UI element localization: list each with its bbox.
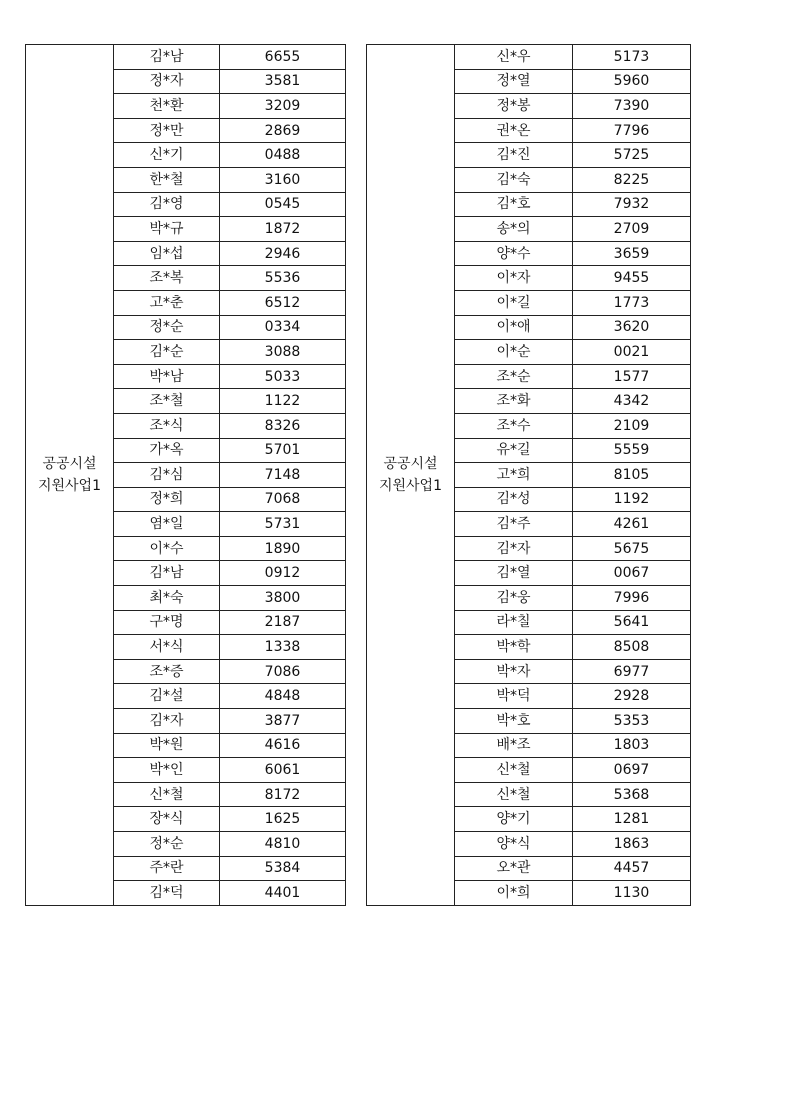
masked-name-cell: 박*원 — [114, 733, 220, 758]
masked-name-cell: 유*길 — [455, 438, 573, 463]
masked-name-cell: 박*호 — [455, 709, 573, 734]
masked-name-cell: 신*철 — [114, 782, 220, 807]
masked-name-cell: 정*만 — [114, 118, 220, 143]
id-code-cell: 5033 — [220, 364, 346, 389]
masked-name-cell: 이*애 — [455, 315, 573, 340]
masked-name-cell: 천*환 — [114, 94, 220, 119]
masked-name-cell: 고*춘 — [114, 290, 220, 315]
table-row — [367, 45, 691, 70]
id-code-cell: 1803 — [573, 733, 691, 758]
id-code-cell: 7932 — [573, 192, 691, 217]
program-name-cell — [26, 45, 114, 906]
masked-name-cell: 가*옥 — [114, 438, 220, 463]
id-code-cell: 8326 — [220, 413, 346, 438]
id-code-cell: 5368 — [573, 782, 691, 807]
left-roster-body — [26, 45, 346, 906]
masked-name-cell: 정*열 — [455, 69, 573, 94]
id-code-cell: 4810 — [220, 832, 346, 857]
masked-name-cell: 정*희 — [114, 487, 220, 512]
id-code-cell: 5725 — [573, 143, 691, 168]
id-code-cell: 2928 — [573, 684, 691, 709]
id-code-cell: 2869 — [220, 118, 346, 143]
id-code-cell: 5960 — [573, 69, 691, 94]
id-code-cell: 0912 — [220, 561, 346, 586]
id-code-cell: 2709 — [573, 217, 691, 242]
masked-name-cell: 서*식 — [114, 635, 220, 660]
masked-name-cell: 김*자 — [114, 709, 220, 734]
id-code-cell: 3209 — [220, 94, 346, 119]
id-code-cell: 3800 — [220, 586, 346, 611]
masked-name-cell: 구*명 — [114, 610, 220, 635]
id-code-cell: 8172 — [220, 782, 346, 807]
id-code-cell: 8508 — [573, 635, 691, 660]
masked-name-cell: 신*철 — [455, 782, 573, 807]
masked-name-cell: 김*성 — [455, 487, 573, 512]
id-code-cell: 7068 — [220, 487, 346, 512]
id-code-cell: 3088 — [220, 340, 346, 365]
id-code-cell: 1281 — [573, 807, 691, 832]
masked-name-cell: 김*설 — [114, 684, 220, 709]
id-code-cell: 5353 — [573, 709, 691, 734]
masked-name-cell: 김*덕 — [114, 881, 220, 906]
masked-name-cell: 정*봉 — [455, 94, 573, 119]
id-code-cell: 3659 — [573, 241, 691, 266]
masked-name-cell: 박*학 — [455, 635, 573, 660]
masked-name-cell: 김*열 — [455, 561, 573, 586]
masked-name-cell: 박*자 — [455, 659, 573, 684]
id-code-cell: 5675 — [573, 536, 691, 561]
id-code-cell: 0545 — [220, 192, 346, 217]
masked-name-cell: 김*순 — [114, 340, 220, 365]
masked-name-cell: 고*희 — [455, 463, 573, 488]
masked-name-cell: 조*철 — [114, 389, 220, 414]
id-code-cell: 5536 — [220, 266, 346, 291]
program-name-line2: 지원사업1 — [37, 477, 101, 494]
masked-name-cell: 조*증 — [114, 659, 220, 684]
id-code-cell: 4401 — [220, 881, 346, 906]
program-name-cell — [367, 45, 455, 906]
id-code-cell: 7390 — [573, 94, 691, 119]
id-code-cell: 1863 — [573, 832, 691, 857]
id-code-cell: 1338 — [220, 635, 346, 660]
id-code-cell: 1130 — [573, 881, 691, 906]
masked-name-cell: 임*섭 — [114, 241, 220, 266]
masked-name-cell: 염*일 — [114, 512, 220, 537]
table-row — [26, 45, 346, 70]
masked-name-cell: 라*칠 — [455, 610, 573, 635]
masked-name-cell: 양*수 — [455, 241, 573, 266]
id-code-cell: 5559 — [573, 438, 691, 463]
masked-name-cell: 정*순 — [114, 315, 220, 340]
masked-name-cell: 김*진 — [455, 143, 573, 168]
id-code-cell: 4848 — [220, 684, 346, 709]
masked-name-cell: 박*인 — [114, 758, 220, 783]
masked-name-cell: 오*관 — [455, 856, 573, 881]
masked-name-cell: 조*복 — [114, 266, 220, 291]
id-code-cell: 7086 — [220, 659, 346, 684]
masked-name-cell: 이*희 — [455, 881, 573, 906]
masked-name-cell: 최*숙 — [114, 586, 220, 611]
masked-name-cell: 박*덕 — [455, 684, 573, 709]
id-code-cell: 7148 — [220, 463, 346, 488]
id-code-cell: 5731 — [220, 512, 346, 537]
masked-name-cell: 김*영 — [114, 192, 220, 217]
right-roster-table — [366, 44, 691, 906]
masked-name-cell: 김*심 — [114, 463, 220, 488]
masked-name-cell: 정*자 — [114, 69, 220, 94]
id-code-cell: 3877 — [220, 709, 346, 734]
id-code-cell: 3581 — [220, 69, 346, 94]
masked-name-cell: 양*식 — [455, 832, 573, 857]
masked-name-cell: 김*주 — [455, 512, 573, 537]
masked-name-cell: 신*기 — [114, 143, 220, 168]
masked-name-cell: 조*순 — [455, 364, 573, 389]
masked-name-cell: 양*기 — [455, 807, 573, 832]
id-code-cell: 3620 — [573, 315, 691, 340]
id-code-cell: 0021 — [573, 340, 691, 365]
program-name-line1: 공공시설 — [383, 455, 438, 472]
masked-name-cell: 이*순 — [455, 340, 573, 365]
id-code-cell: 2946 — [220, 241, 346, 266]
id-code-cell: 0697 — [573, 758, 691, 783]
masked-name-cell: 조*수 — [455, 413, 573, 438]
id-code-cell: 8225 — [573, 167, 691, 192]
id-code-cell: 9455 — [573, 266, 691, 291]
id-code-cell: 5701 — [220, 438, 346, 463]
masked-name-cell: 김*남 — [114, 45, 220, 70]
id-code-cell: 0488 — [220, 143, 346, 168]
id-code-cell: 2109 — [573, 413, 691, 438]
masked-name-cell: 김*웅 — [455, 586, 573, 611]
id-code-cell: 6061 — [220, 758, 346, 783]
id-code-cell: 5173 — [573, 45, 691, 70]
id-code-cell: 8105 — [573, 463, 691, 488]
id-code-cell: 1872 — [220, 217, 346, 242]
program-name-line2: 지원사업1 — [378, 477, 442, 494]
right-roster-body — [367, 45, 691, 906]
masked-name-cell: 한*철 — [114, 167, 220, 192]
masked-name-cell: 권*온 — [455, 118, 573, 143]
id-code-cell: 0334 — [220, 315, 346, 340]
id-code-cell: 2187 — [220, 610, 346, 635]
program-name-line1: 공공시설 — [42, 455, 97, 472]
masked-name-cell: 신*철 — [455, 758, 573, 783]
id-code-cell: 3160 — [220, 167, 346, 192]
id-code-cell: 5641 — [573, 610, 691, 635]
masked-name-cell: 김*숙 — [455, 167, 573, 192]
id-code-cell: 1773 — [573, 290, 691, 315]
masked-name-cell: 이*길 — [455, 290, 573, 315]
id-code-cell: 7996 — [573, 586, 691, 611]
left-roster-table — [25, 44, 346, 906]
id-code-cell: 6977 — [573, 659, 691, 684]
id-code-cell: 6655 — [220, 45, 346, 70]
id-code-cell: 1890 — [220, 536, 346, 561]
masked-name-cell: 신*우 — [455, 45, 573, 70]
masked-name-cell: 박*규 — [114, 217, 220, 242]
masked-name-cell: 김*남 — [114, 561, 220, 586]
id-code-cell: 1192 — [573, 487, 691, 512]
id-code-cell: 4342 — [573, 389, 691, 414]
masked-name-cell: 박*남 — [114, 364, 220, 389]
masked-name-cell: 김*호 — [455, 192, 573, 217]
masked-name-cell: 김*자 — [455, 536, 573, 561]
id-code-cell: 5384 — [220, 856, 346, 881]
id-code-cell: 1122 — [220, 389, 346, 414]
masked-name-cell: 조*식 — [114, 413, 220, 438]
masked-name-cell: 주*란 — [114, 856, 220, 881]
masked-name-cell: 정*순 — [114, 832, 220, 857]
id-code-cell: 4616 — [220, 733, 346, 758]
masked-name-cell: 장*식 — [114, 807, 220, 832]
id-code-cell: 6512 — [220, 290, 346, 315]
id-code-cell: 4261 — [573, 512, 691, 537]
id-code-cell: 7796 — [573, 118, 691, 143]
masked-name-cell: 조*화 — [455, 389, 573, 414]
masked-name-cell: 이*수 — [114, 536, 220, 561]
masked-name-cell: 이*자 — [455, 266, 573, 291]
id-code-cell: 0067 — [573, 561, 691, 586]
id-code-cell: 4457 — [573, 856, 691, 881]
id-code-cell: 1577 — [573, 364, 691, 389]
masked-name-cell: 배*조 — [455, 733, 573, 758]
id-code-cell: 1625 — [220, 807, 346, 832]
masked-name-cell: 송*의 — [455, 217, 573, 242]
